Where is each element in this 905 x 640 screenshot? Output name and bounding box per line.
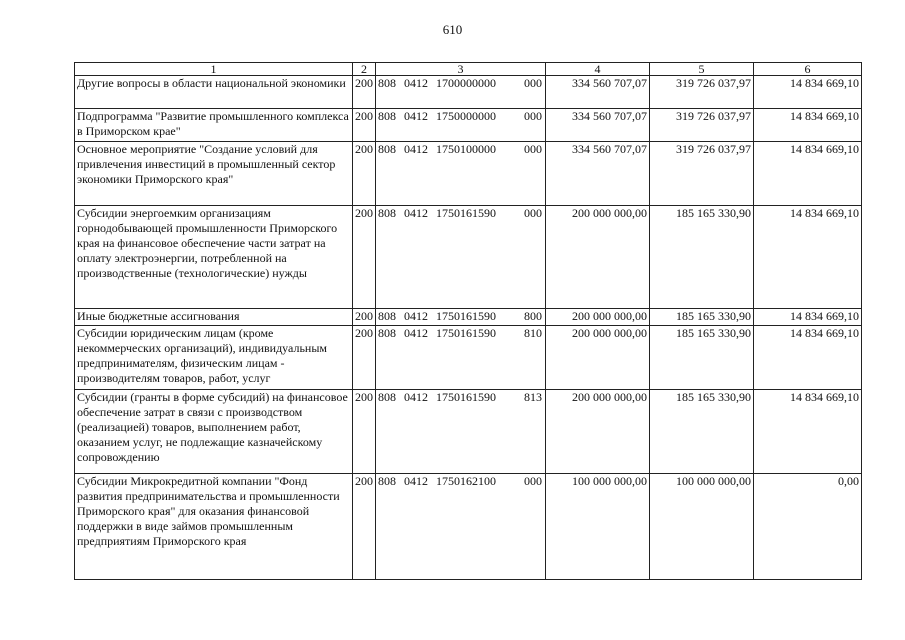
row-executed: 319 726 037,97 [650, 76, 754, 109]
col-header-6: 6 [754, 63, 862, 76]
row-remaining: 14 834 669,10 [754, 390, 862, 474]
row-code [376, 309, 546, 326]
col-header-1: 1 [75, 63, 353, 76]
code-rz: 0412 [404, 142, 428, 156]
code-vr: 000 [524, 76, 542, 90]
col-header-5: 5 [650, 63, 754, 76]
row-remaining: 14 834 669,10 [754, 109, 862, 142]
row-planned: 200 000 000,00 [546, 309, 650, 326]
table-row [75, 142, 862, 206]
row-executed: 185 165 330,90 [650, 206, 754, 309]
code-ved: 808 [378, 142, 396, 156]
row-executed: 100 000 000,00 [650, 474, 754, 580]
row-name: Иные бюджетные ассигнования [75, 309, 353, 326]
row-code [376, 326, 546, 390]
code-vr: 800 [524, 309, 542, 323]
code-ved: 808 [378, 474, 396, 488]
row-executed: 319 726 037,97 [650, 109, 754, 142]
table-body [75, 76, 862, 580]
code-vr: 000 [524, 109, 542, 123]
row-planned: 200 000 000,00 [546, 206, 650, 309]
row-planned: 200 000 000,00 [546, 390, 650, 474]
row-executed: 185 165 330,90 [650, 390, 754, 474]
page-number: 610 [442, 22, 463, 37]
table-row [75, 309, 862, 326]
row-remaining: 14 834 669,10 [754, 76, 862, 109]
code-rz: 0412 [404, 76, 428, 90]
row-remaining: 14 834 669,10 [754, 326, 862, 390]
row-planned: 200 000 000,00 [546, 326, 650, 390]
code-ved: 808 [378, 109, 396, 123]
table-row [75, 206, 862, 309]
code-csr: 1750100000 [436, 142, 496, 156]
code-rz: 0412 [404, 206, 428, 220]
row-name: Субсидии Микрокредитной компании "Фонд развития предпринимательства и промышленности Приморского края" для оказания финансовой поддержки в виде займов промышленным предприятиям Приморского края [75, 474, 353, 580]
row-grbs: 200 [353, 76, 376, 109]
code-vr: 000 [524, 206, 542, 220]
code-ved: 808 [378, 76, 396, 90]
row-executed: 319 726 037,97 [650, 142, 754, 206]
row-remaining: 14 834 669,10 [754, 206, 862, 309]
row-name: Подпрограмма "Развитие промышленного комплекса в Приморском крае" [75, 109, 353, 142]
code-rz: 0412 [404, 390, 428, 404]
code-rz: 0412 [404, 326, 428, 340]
row-name: Другие вопросы в области национальной экономики [75, 76, 353, 109]
table-row [75, 390, 862, 474]
row-executed: 185 165 330,90 [650, 309, 754, 326]
row-name: Основное мероприятие "Создание условий для привлечения инвестиций в промышленный сектор экономики Приморского края" [75, 142, 353, 206]
code-ved: 808 [378, 326, 396, 340]
table-row [75, 109, 862, 142]
code-rz: 0412 [404, 109, 428, 123]
row-code [376, 142, 546, 206]
row-remaining: 14 834 669,10 [754, 309, 862, 326]
code-ved: 808 [378, 309, 396, 323]
row-code [376, 109, 546, 142]
code-csr: 1750161590 [436, 206, 496, 220]
row-grbs: 200 [353, 309, 376, 326]
row-name: Субсидии энергоемким организациям горнодобывающей промышленности Приморского края на финансовое обеспечение части затрат на оплату электроэнергии, потребленной на производственные (технологические) нужды [75, 206, 353, 309]
row-grbs: 200 [353, 474, 376, 580]
row-grbs: 200 [353, 109, 376, 142]
col-header-4: 4 [546, 63, 650, 76]
row-grbs: 200 [353, 326, 376, 390]
code-vr: 813 [524, 390, 542, 404]
code-csr: 1750161590 [436, 326, 496, 340]
row-remaining: 14 834 669,10 [754, 142, 862, 206]
code-vr: 810 [524, 326, 542, 340]
row-code [376, 474, 546, 580]
row-executed: 185 165 330,90 [650, 326, 754, 390]
row-grbs: 200 [353, 142, 376, 206]
code-csr: 1750000000 [436, 109, 496, 123]
row-grbs: 200 [353, 206, 376, 309]
code-ved: 808 [378, 390, 396, 404]
header-row [75, 63, 862, 76]
code-vr: 000 [524, 142, 542, 156]
code-csr: 1750161590 [436, 309, 496, 323]
table-row [75, 474, 862, 580]
table-row [75, 326, 862, 390]
code-rz: 0412 [404, 474, 428, 488]
code-csr: 1750161590 [436, 390, 496, 404]
code-csr: 1700000000 [436, 76, 496, 90]
row-planned: 334 560 707,07 [546, 76, 650, 109]
row-code [376, 206, 546, 309]
row-remaining: 0,00 [754, 474, 862, 580]
col-header-2: 2 [353, 63, 376, 76]
code-vr: 000 [524, 474, 542, 488]
row-code [376, 390, 546, 474]
row-code [376, 76, 546, 109]
row-planned: 334 560 707,07 [546, 109, 650, 142]
code-csr: 1750162100 [436, 474, 496, 488]
row-name: Субсидии (гранты в форме субсидий) на финансовое обеспечение затрат в связи с производством (реализацией) товаров, выполнением работ, оказанием услуг, не подлежащие казначейскому сопровождению [75, 390, 353, 474]
code-ved: 808 [378, 206, 396, 220]
row-grbs: 200 [353, 390, 376, 474]
row-planned: 334 560 707,07 [546, 142, 650, 206]
budget-table [74, 62, 862, 580]
row-name: Субсидии юридическим лицам (кроме некоммерческих организаций), индивидуальным предпринимателям, физическим лицам - производителям товаров, работ, услуг [75, 326, 353, 390]
table-row [75, 76, 862, 109]
row-planned: 100 000 000,00 [546, 474, 650, 580]
col-header-3: 3 [376, 63, 546, 76]
code-rz: 0412 [404, 309, 428, 323]
